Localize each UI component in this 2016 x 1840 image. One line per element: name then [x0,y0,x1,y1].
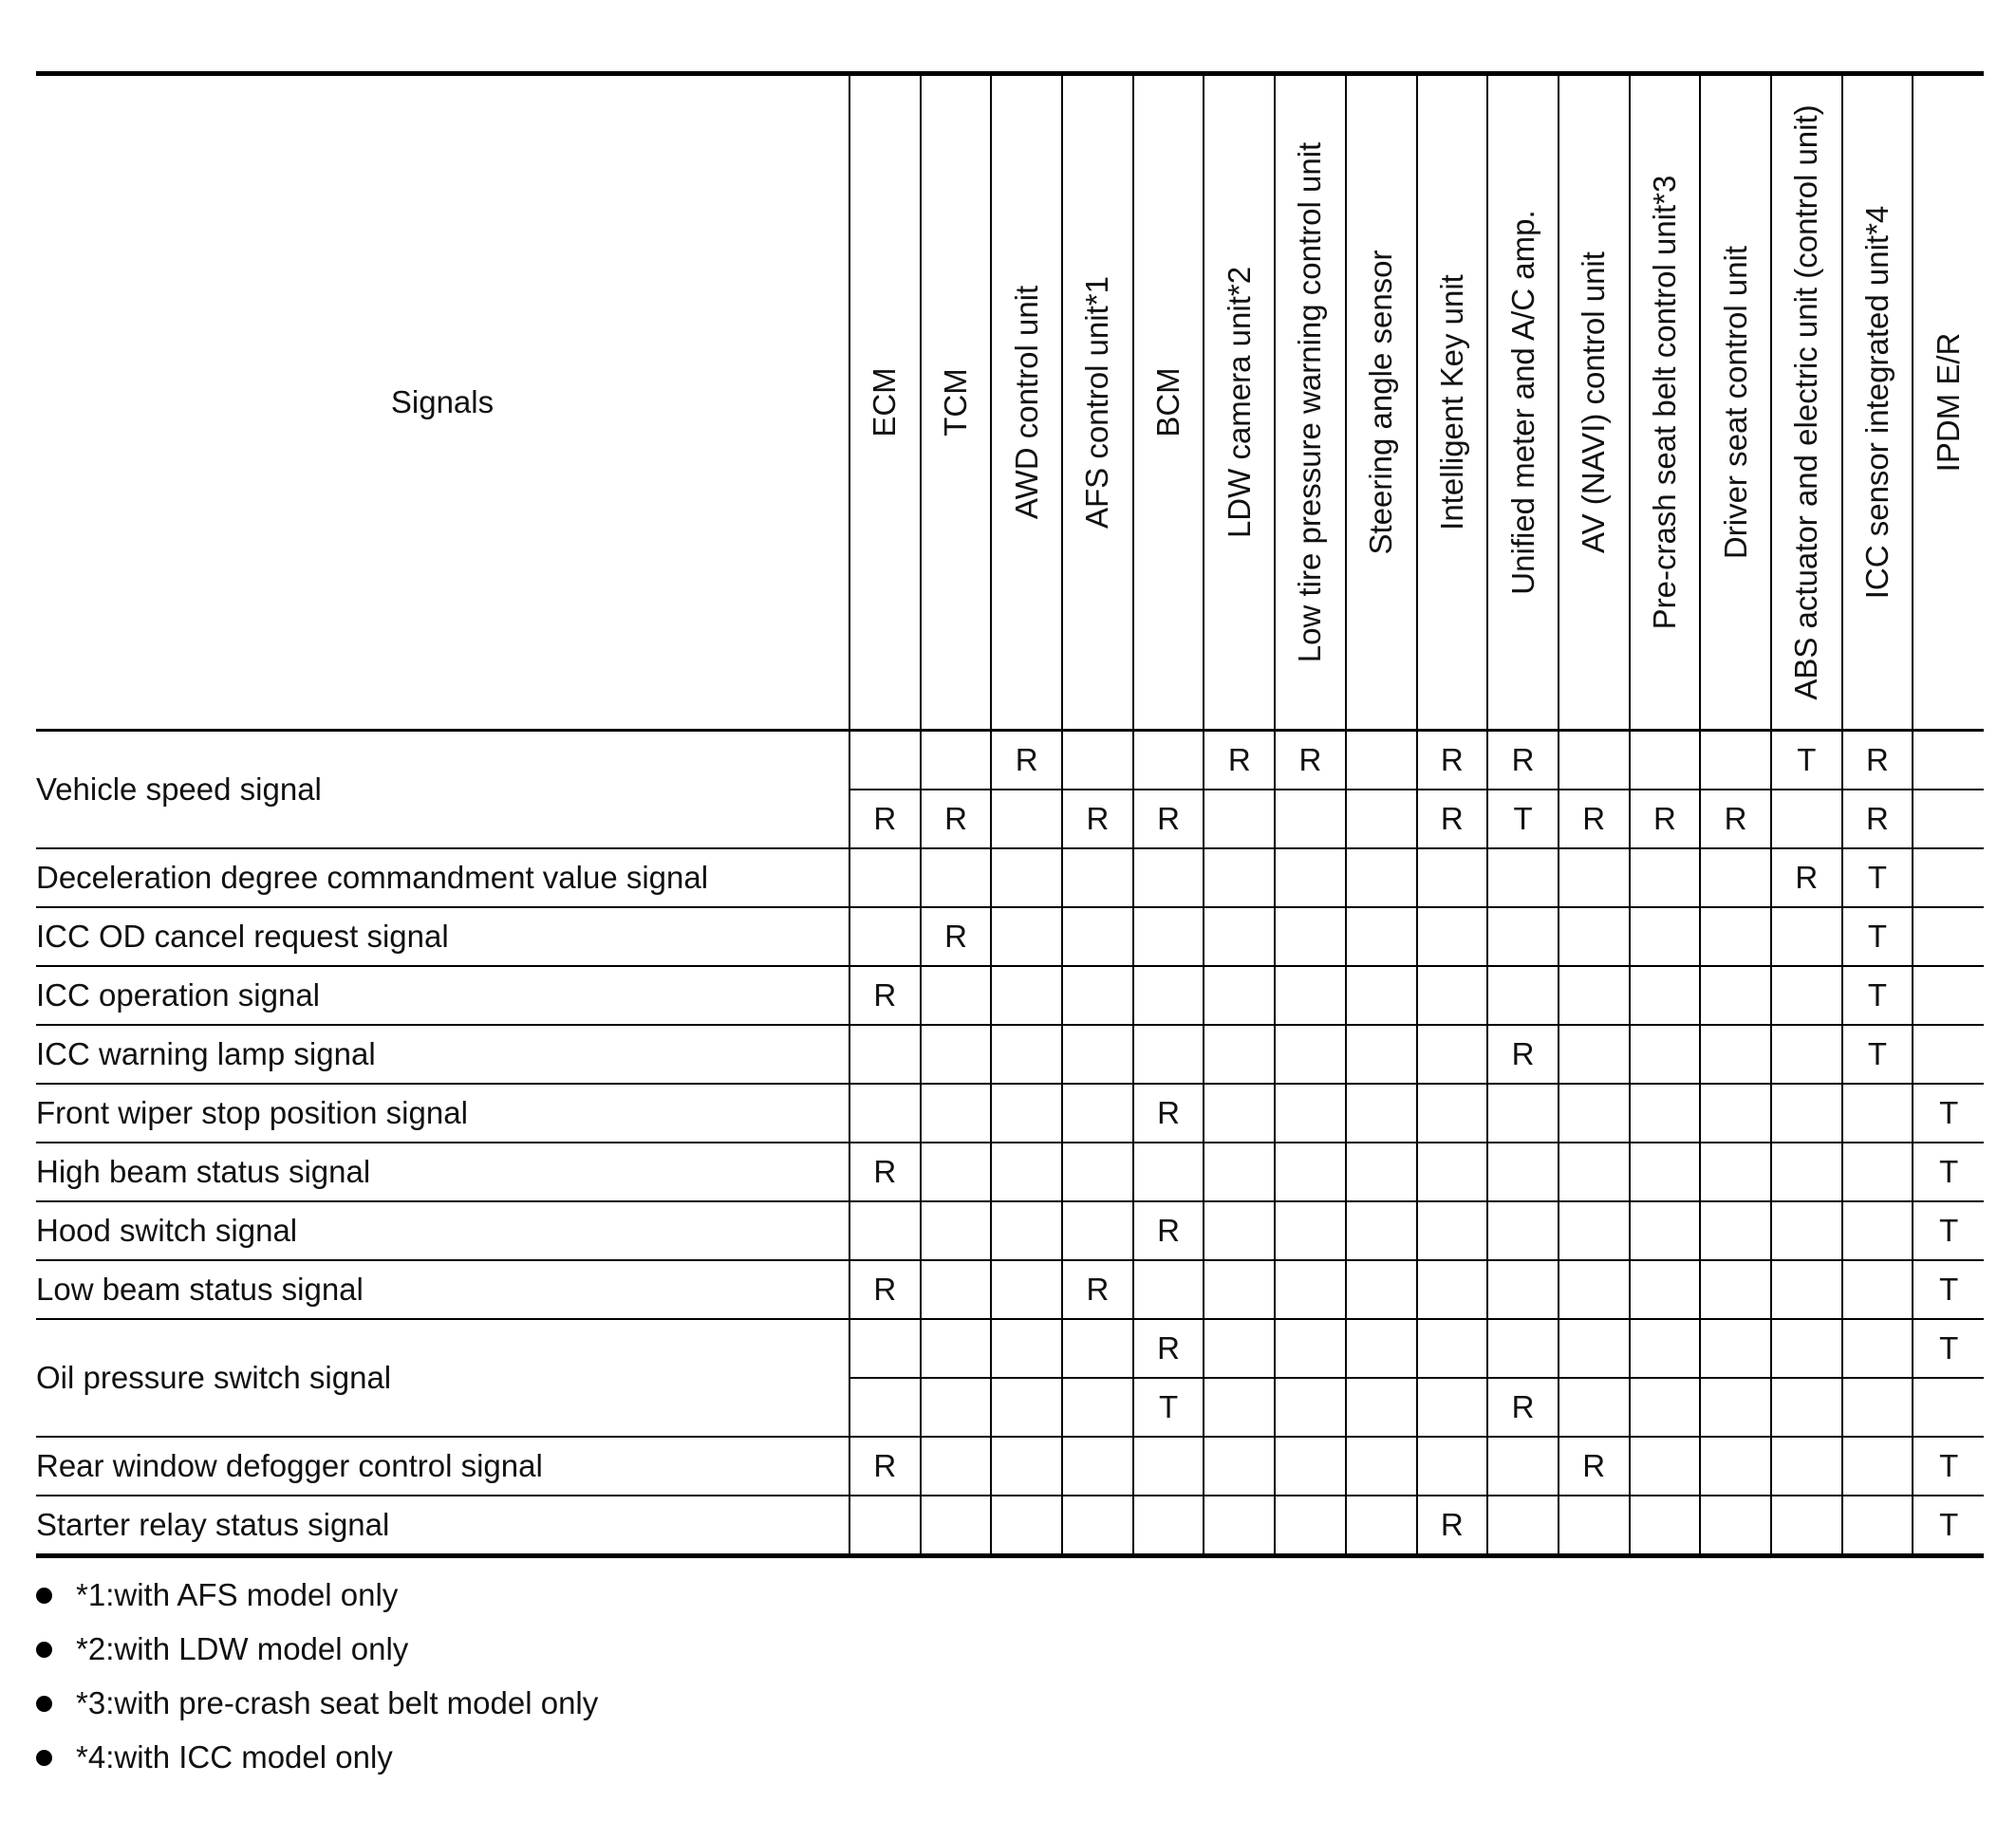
signal-cell: T [1487,790,1559,848]
signal-cell [1204,1496,1275,1556]
signal-cell [1771,1319,1842,1378]
signal-cell [1559,848,1630,907]
signal-cell [1913,731,1984,790]
signal-cell [991,966,1062,1025]
unit-column-header [1487,74,1559,731]
table-row [36,1437,1984,1496]
signal-cell [1204,1025,1275,1084]
signal-cell [991,848,1062,907]
signal-cell [1204,1437,1275,1496]
signal-cell [1559,1025,1630,1084]
unit-column-label: ECM [867,367,903,437]
signal-cell [1700,848,1771,907]
signal-cell [1630,1084,1701,1143]
unit-column-header [1842,74,1913,731]
signal-cell [1133,1143,1204,1201]
signal-name: ICC warning lamp signal [36,1025,849,1084]
signal-cell [1417,907,1488,966]
unit-column-label: BCM [1150,367,1186,437]
signal-cell: R [1630,790,1701,848]
signal-cell: R [849,966,921,1025]
unit-column-label: LDW camera unit*2 [1221,266,1257,539]
signal-name: Starter relay status signal [36,1496,849,1556]
unit-column-header [849,74,921,731]
signal-cell: R [1417,790,1488,848]
signal-cell [921,1143,992,1201]
signal-cell [1771,790,1842,848]
unit-column-label: IPDM E/R [1931,332,1967,473]
signal-cell [1630,1319,1701,1378]
signal-cell: R [991,731,1062,790]
signal-cell [1133,1025,1204,1084]
signal-cell [1559,731,1630,790]
signal-cell [1771,1201,1842,1260]
unit-column-label: AWD control unit [1008,285,1044,520]
signal-cell [1630,907,1701,966]
unit-column-label: ABS actuator and electric unit (control unit) [1788,104,1824,700]
signal-name: ICC OD cancel request signal [36,907,849,966]
signal-cell: R [1133,1319,1204,1378]
signal-cell [1559,907,1630,966]
signal-cell [1700,1084,1771,1143]
signal-cell [1842,1378,1913,1437]
signal-cell [1275,907,1346,966]
signal-cell [1700,1378,1771,1437]
signal-cell [1842,1260,1913,1319]
signal-cell [1346,1260,1417,1319]
signal-cell [1204,790,1275,848]
table-row [36,907,1984,966]
signal-cell [991,790,1062,848]
signal-cell: T [1133,1378,1204,1437]
signal-cell [849,1201,921,1260]
signal-cell [921,1025,992,1084]
signal-cell [921,1437,992,1496]
signal-cell [1346,966,1417,1025]
signal-cell [1630,966,1701,1025]
signal-cell: R [1700,790,1771,848]
signal-cell [1559,1201,1630,1260]
signal-cell: R [1062,1260,1133,1319]
signal-cell [1700,907,1771,966]
signal-cell [1630,731,1701,790]
signal-cell [991,1319,1062,1378]
signal-cell [1771,907,1842,966]
signal-cell: R [849,1437,921,1496]
signal-cell [1417,1260,1488,1319]
signal-cell: R [1133,790,1204,848]
signal-cell [1913,1378,1984,1437]
signal-cell [1842,1143,1913,1201]
footnote [36,1730,598,1784]
signal-cell: T [1842,907,1913,966]
footnote [36,1622,598,1676]
signal-cell [1204,848,1275,907]
signal-cell [1062,731,1133,790]
signal-cell [1630,1143,1701,1201]
signal-cell [921,848,992,907]
table-row [36,1201,1984,1260]
unit-column-header [1204,74,1275,731]
signal-cell [1630,1025,1701,1084]
unit-column-header [1630,74,1701,731]
signal-cell [1417,1084,1488,1143]
signal-cell: T [1913,1437,1984,1496]
signal-name: ICC operation signal [36,966,849,1025]
signal-cell [1346,1437,1417,1496]
table-row [36,848,1984,907]
signal-cell [1204,1260,1275,1319]
signal-cell [1204,966,1275,1025]
signal-cell [1771,1084,1842,1143]
signal-cell: R [1487,1025,1559,1084]
signal-cell [1700,1143,1771,1201]
signal-cell [849,907,921,966]
signal-cell: R [1842,790,1913,848]
signal-cell [1700,731,1771,790]
signal-cell [1487,1437,1559,1496]
signal-cell [1346,848,1417,907]
signal-cell: R [849,1260,921,1319]
signal-cell [1062,1496,1133,1556]
table-header [36,74,1984,731]
signal-cell [1700,1319,1771,1378]
signal-cell [1487,1143,1559,1201]
signal-cell [991,1143,1062,1201]
table-row [36,1496,1984,1556]
signal-cell [1204,1378,1275,1437]
table-row [36,1025,1984,1084]
signal-cell: R [921,907,992,966]
bullet-icon [36,1642,52,1658]
bullet-icon [36,1588,52,1604]
unit-column-header [1346,74,1417,731]
signal-cell [1062,907,1133,966]
signal-cell [1133,848,1204,907]
signal-cell [1771,1378,1842,1437]
signal-cell [1417,1201,1488,1260]
bullet-icon [36,1696,52,1712]
signal-cell: R [1062,790,1133,848]
signal-cell [1487,1319,1559,1378]
signal-name: Deceleration degree commandment value signal [36,848,849,907]
signal-cell [1771,1143,1842,1201]
signal-cell [1346,790,1417,848]
signal-cell [1487,1260,1559,1319]
signal-cell [1204,1319,1275,1378]
signal-cell [1417,966,1488,1025]
signal-cell [1771,1025,1842,1084]
table-row [36,966,1984,1025]
signal-cell: T [1913,1084,1984,1143]
signal-cell [1417,1378,1488,1437]
signal-cell [1346,1143,1417,1201]
signal-cell [921,1201,992,1260]
signal-cell [849,1319,921,1378]
signal-cell [1062,848,1133,907]
bullet-icon [36,1750,52,1766]
signal-cell [1842,1084,1913,1143]
unit-column-header [921,74,992,731]
signal-cell: R [1487,1378,1559,1437]
signal-cell: R [1133,1084,1204,1143]
signal-cell [1559,1084,1630,1143]
signal-cell [1771,966,1842,1025]
unit-column-header [1133,74,1204,731]
signal-cell: R [1417,1496,1488,1556]
signal-cell [849,1378,921,1437]
signal-cell [1700,1437,1771,1496]
footnote-text: *3:with pre-crash seat belt model only [76,1685,599,1720]
unit-column-label: ICC sensor integrated unit*4 [1858,205,1895,600]
signal-cell [1913,790,1984,848]
signal-cell [1913,848,1984,907]
signal-cell: R [1275,731,1346,790]
signal-cell [1771,1260,1842,1319]
signal-cell [1275,1378,1346,1437]
signal-cell [921,1084,992,1143]
signal-cell [1346,1025,1417,1084]
footnotes-list [36,1568,598,1784]
signal-name: Rear window defogger control signal [36,1437,849,1496]
signal-cell [991,907,1062,966]
signal-cell [1630,1496,1701,1556]
unit-column-header [1275,74,1346,731]
signal-cell [1133,731,1204,790]
signal-cell [1630,1201,1701,1260]
unit-column-header [1771,74,1842,731]
signal-cell [1559,1143,1630,1201]
footnote [36,1568,598,1622]
signal-cell: T [1842,966,1913,1025]
signal-cell [1133,966,1204,1025]
signal-cell [1133,1260,1204,1319]
unit-column-label: Pre-crash seat belt control unit*3 [1646,175,1682,630]
signals-column-header: Signals [36,74,849,731]
signal-cell [1062,1084,1133,1143]
signal-cell [991,1437,1062,1496]
signal-cell [1559,1260,1630,1319]
signal-cell [1204,1201,1275,1260]
signal-cell [1346,1496,1417,1556]
signal-cell [1630,1378,1701,1437]
signal-cell: T [1913,1319,1984,1378]
signal-cell [1700,1201,1771,1260]
signal-cell [991,1378,1062,1437]
signal-cell: T [1913,1496,1984,1556]
signal-cell [1417,1025,1488,1084]
signal-cell [1062,1319,1133,1378]
signal-cell [849,1025,921,1084]
signal-cell [1346,731,1417,790]
table-row [36,731,1984,790]
unit-column-label: Low tire pressure warning control unit [1292,141,1328,663]
signal-cell [1700,1260,1771,1319]
unit-column-header [991,74,1062,731]
signal-cell [1630,1437,1701,1496]
signal-cell [1487,1496,1559,1556]
signal-cell [1275,848,1346,907]
signal-cell [921,1496,992,1556]
unit-column-label: Steering angle sensor [1363,250,1399,555]
signal-cell [1275,1496,1346,1556]
signal-cell [921,731,992,790]
signal-cell [1346,1319,1417,1378]
signal-cell [849,848,921,907]
unit-column-label: Intelligent Key unit [1433,274,1469,530]
signal-cell [1842,1319,1913,1378]
signal-cell [1062,1025,1133,1084]
signal-cell [1913,966,1984,1025]
signal-cell [1204,1143,1275,1201]
signal-cell [1487,966,1559,1025]
signal-cell: R [1204,731,1275,790]
signal-cell [1842,1496,1913,1556]
signal-cell [991,1260,1062,1319]
signal-cell [1842,1201,1913,1260]
signal-cell [1559,1378,1630,1437]
signal-cell: R [1559,1437,1630,1496]
footnote-text: *4:with ICC model only [76,1739,393,1775]
signal-name: Low beam status signal [36,1260,849,1319]
signal-cell [1913,907,1984,966]
signal-cell [921,966,992,1025]
table-row [36,1260,1984,1319]
signal-cell [1771,1437,1842,1496]
signal-cell [849,1084,921,1143]
signal-cell [1771,1496,1842,1556]
signal-cell [1275,1084,1346,1143]
signal-cell [1487,1201,1559,1260]
signal-cell [1204,1084,1275,1143]
unit-column-header [1700,74,1771,731]
unit-column-label: Driver seat control unit [1717,245,1753,560]
header-row [36,74,1984,731]
signal-cell [1275,1201,1346,1260]
signal-cell [1559,966,1630,1025]
signal-cell [1487,848,1559,907]
signal-cell [1487,907,1559,966]
signal-cell [849,731,921,790]
signal-cell [849,1496,921,1556]
signal-cell [1275,1319,1346,1378]
signal-cell [1275,790,1346,848]
signal-name: Oil pressure switch signal [36,1319,849,1437]
signal-cell [1559,1496,1630,1556]
signal-cell [1275,1025,1346,1084]
signal-cell [1417,1437,1488,1496]
signal-cell [921,1319,992,1378]
signal-cell [1346,1084,1417,1143]
table-row [36,1143,1984,1201]
signal-cell [1346,907,1417,966]
can-signal-table [36,71,1984,1558]
table-body [36,731,1984,1556]
signal-cell [1062,1143,1133,1201]
signal-cell [1275,966,1346,1025]
table-row [36,1319,1984,1378]
signal-cell: R [1417,731,1488,790]
signal-cell: T [1771,731,1842,790]
signal-cell [1700,966,1771,1025]
signal-cell [1700,1025,1771,1084]
signal-cell [1700,1496,1771,1556]
unit-column-header [1417,74,1488,731]
signal-cell [1275,1143,1346,1201]
signal-cell [1133,1496,1204,1556]
signal-cell: T [1913,1201,1984,1260]
signal-cell [1417,1319,1488,1378]
signal-cell: T [1842,848,1913,907]
signal-cell [1559,1319,1630,1378]
signal-cell: R [1842,731,1913,790]
signal-cell [1062,1378,1133,1437]
signal-name: Vehicle speed signal [36,731,849,849]
signal-cell [1204,907,1275,966]
signal-cell [991,1496,1062,1556]
signal-cell [1842,1437,1913,1496]
signal-cell: R [849,790,921,848]
signal-cell [1630,848,1701,907]
signal-cell: T [1913,1260,1984,1319]
unit-column-header [1062,74,1133,731]
signal-cell [1487,1084,1559,1143]
unit-column-label: TCM [938,368,974,437]
signal-cell [1417,1143,1488,1201]
signal-cell: R [849,1143,921,1201]
signal-cell: R [1771,848,1842,907]
footnote-text: *2:with LDW model only [76,1631,409,1666]
footnote-text: *1:with AFS model only [76,1577,399,1612]
signal-cell: T [1842,1025,1913,1084]
signal-name: High beam status signal [36,1143,849,1201]
unit-column-header [1913,74,1984,731]
signal-name: Front wiper stop position signal [36,1084,849,1143]
signal-cell [1417,848,1488,907]
signal-cell [921,1260,992,1319]
signal-cell [1346,1201,1417,1260]
signal-cell [991,1025,1062,1084]
signal-cell [921,1378,992,1437]
signal-cell [1913,1025,1984,1084]
signal-cell: R [921,790,992,848]
signal-cell: R [1487,731,1559,790]
footnote [36,1676,598,1730]
unit-column-label: AV (NAVI) control unit [1576,251,1612,553]
unit-column-label: AFS control unit*1 [1079,276,1115,529]
signal-cell [1133,907,1204,966]
unit-column-label: Unified meter and A/C amp. [1504,210,1540,595]
signal-cell [1133,1437,1204,1496]
signal-cell [1275,1437,1346,1496]
signal-cell: R [1133,1201,1204,1260]
signal-cell [1630,1260,1701,1319]
signal-cell [1275,1260,1346,1319]
signal-cell [1062,1437,1133,1496]
signal-cell [991,1084,1062,1143]
table-row [36,1084,1984,1143]
signal-cell [1062,966,1133,1025]
signal-name: Hood switch signal [36,1201,849,1260]
signal-cell: R [1559,790,1630,848]
signal-cell [1062,1201,1133,1260]
signal-cell [991,1201,1062,1260]
unit-column-header [1559,74,1630,731]
signal-cell: T [1913,1143,1984,1201]
signal-cell [1346,1378,1417,1437]
